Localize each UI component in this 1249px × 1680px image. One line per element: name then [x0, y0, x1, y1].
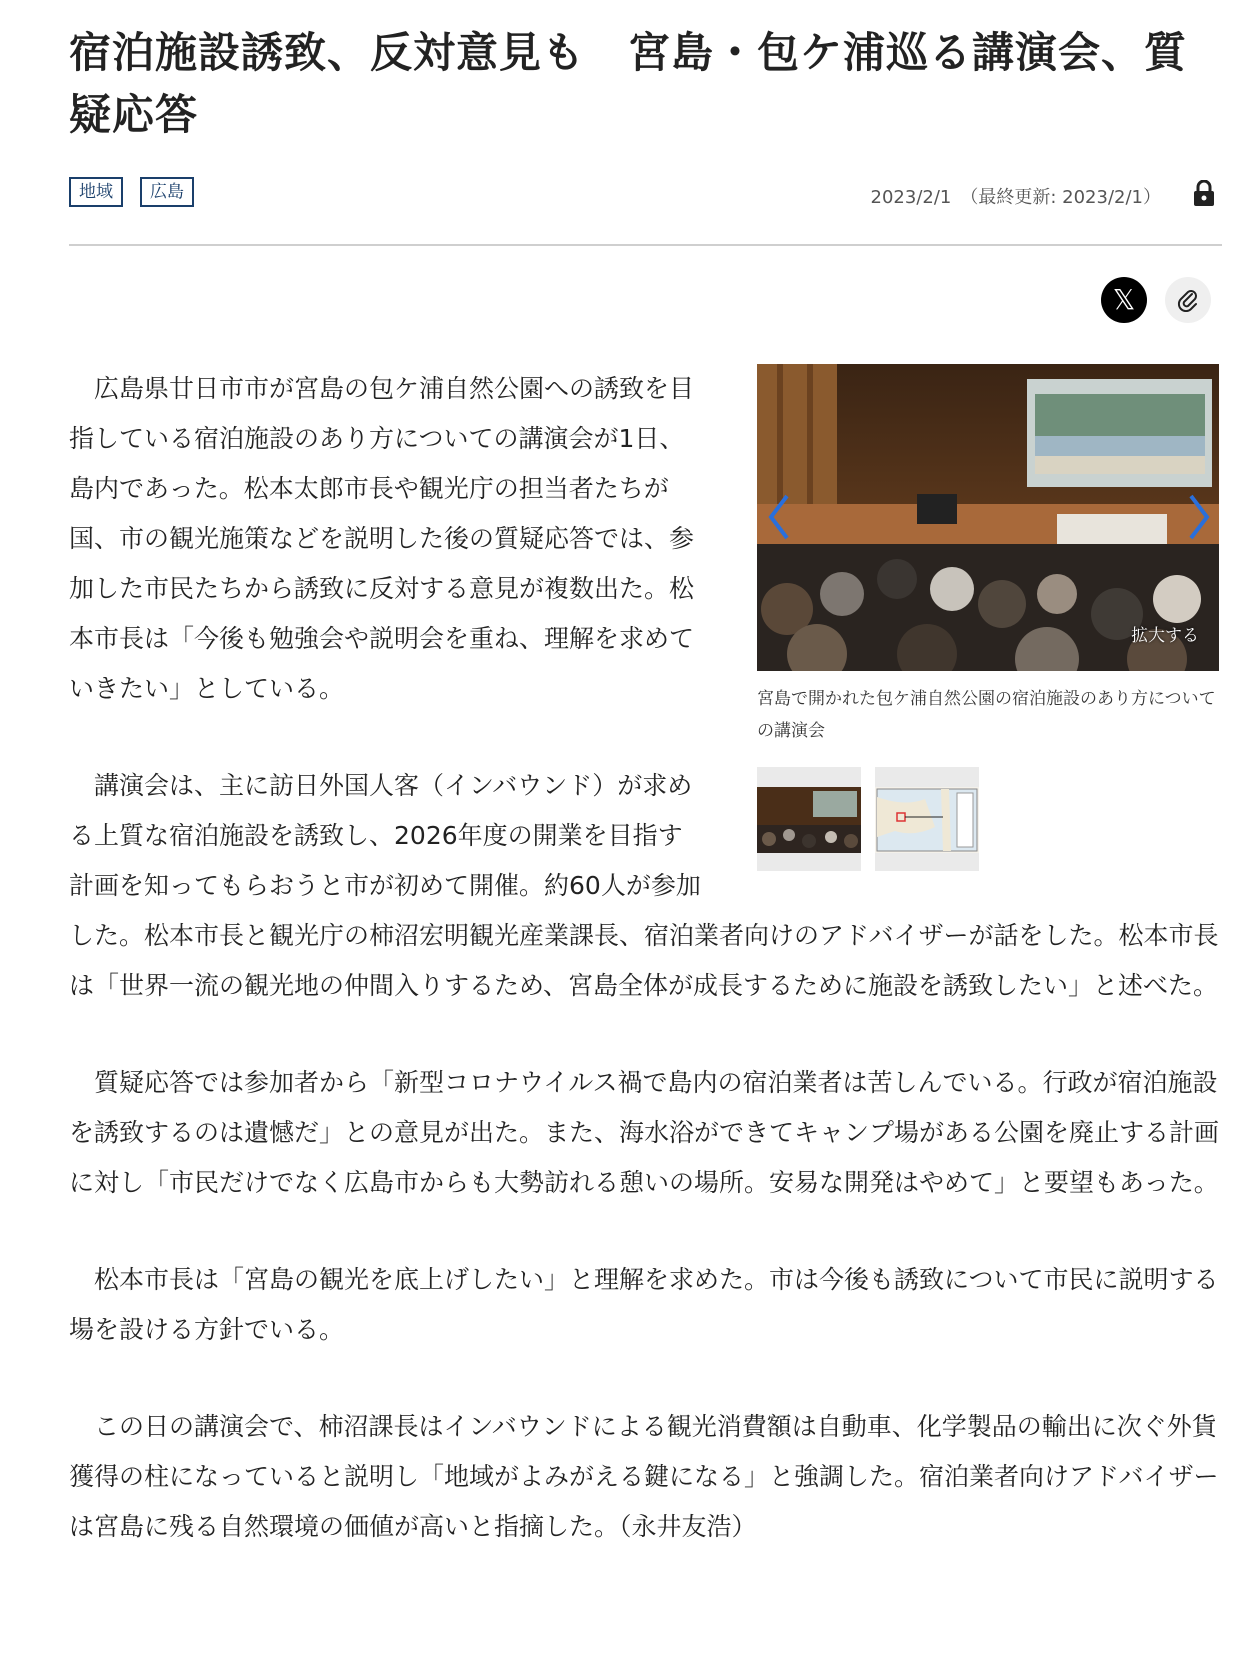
thumbnail-photo[interactable]: [757, 767, 861, 871]
chevron-left-icon[interactable]: [765, 492, 793, 542]
thumbnail-lecture-image: [757, 787, 861, 853]
header-divider: [69, 244, 1222, 246]
tag-region[interactable]: 地域: [69, 177, 123, 207]
paperclip-icon: [1176, 288, 1200, 312]
publish-date: 2023/2/1 （最終更新: 2023/2/1）: [870, 187, 1161, 208]
paragraph-5: この日の講演会で、柿沼課長はインバウンドによる観光消費額は自動車、化学製品の輸出に次ぐ外貨獲得の柱になっていると説明し「地域がよみがえる鍵になる」と強調した。宿泊業者向けアドバイザーは宮島に残る自然環境の価値が高いと指摘した。（永井友浩）: [69, 1412, 1219, 1541]
headline: 宿泊施設誘致、反対意見も 宮島・包ケ浦巡る講演会、質疑応答: [69, 28, 1188, 139]
lock-icon: [1193, 180, 1215, 206]
copy-link-button[interactable]: [1165, 277, 1211, 323]
article-body: [69, 364, 1219, 1599]
photo-figure: [757, 364, 1219, 871]
paragraph-1: 広島県廿日市市が宮島の包ケ浦自然公園への誘致を目指している宿泊施設のあり方についての講演会が1日、島内であった。松本太郎市長や観光庁の担当者たちが国、市の観光施策などを説明した後の質疑応答では、参加した市民たちから誘致に反対する意見が複数出た。松本市長は「今後も勉強会や説明会を重ね、理解を求めていきたい」としている。: [69, 374, 695, 703]
enlarge-button[interactable]: 拡大する: [1131, 626, 1199, 646]
x-logo-icon: 𝕏: [1112, 283, 1136, 316]
paragraph-2: 講演会は、主に訪日外国人客（インバウンド）が求める上質な宿泊施設を誘致し、2026年度の開業を目指す計画を知ってもらおうと市が初めて開催。約60人が参加した。松本市長と観光庁の柿沼宏明観光産業課長、宿泊業者向けのアドバイザーが話をした。松本市長は「世界一流の観光地の仲間入りするため、宮島全体が成長するために施設を誘致したい」と述べた。: [69, 771, 1219, 1000]
chevron-right-icon[interactable]: [1185, 492, 1213, 542]
photo-caption: 宮島で開かれた包ケ浦自然公園の宿泊施設のあり方についての講演会: [757, 689, 1216, 741]
tag-hiroshima[interactable]: 広島: [140, 177, 194, 207]
paragraph-4: 松本市長は「宮島の観光を底上げしたい」と理解を求めた。市は今後も誘致について市民に説明する場を設ける方針でいる。: [69, 1265, 1219, 1344]
share-x-button[interactable]: [1101, 277, 1147, 323]
thumbnail-strip: [757, 767, 1219, 871]
main-photo[interactable]: [757, 364, 1219, 671]
thumbnail-map[interactable]: [875, 767, 979, 871]
paragraph-3: 質疑応答では参加者から「新型コロナウイルス禍で島内の宿泊業者は苦しんでいる。行政が宿泊施設を誘致するのは遺憾だ」との意見が出た。また、海水浴ができてキャンプ場がある公園を廃止する計画に対し「市民だけでなく広島市からも大勢訪れる憩いの場所。安易な開発はやめて」と要望もあった。: [69, 1068, 1220, 1197]
thumbnail-map-image: [875, 787, 979, 853]
